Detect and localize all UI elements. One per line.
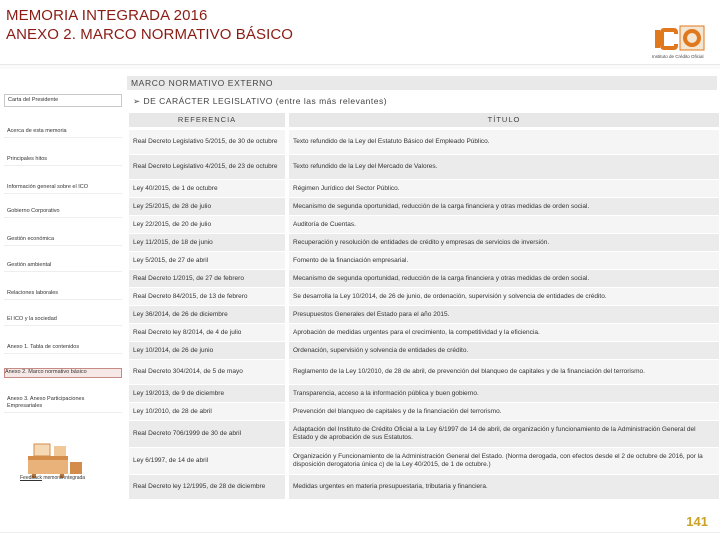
table-row: [129, 130, 719, 154]
cell-title: Régimen Jurídico del Sector Público.: [289, 180, 719, 197]
cell-title: Fomento de la financiación empresarial.: [289, 252, 719, 269]
table-row: [129, 288, 719, 305]
table-row: [129, 180, 719, 197]
desk-illustration-icon: [24, 436, 86, 478]
sidebar-item[interactable]: Gestión ambiental: [4, 260, 122, 272]
ico-logo: [652, 24, 708, 64]
logo-caption: Instituto de Crédito Oficial: [652, 54, 704, 59]
sidebar-item[interactable]: Carta del Presidente: [4, 94, 122, 107]
table-row: [129, 448, 719, 474]
header-divider: [0, 64, 720, 69]
cell-title: Mecanismo de segunda oportunidad, reducción de la carga financiera y otras medidas de orden social.: [289, 198, 719, 215]
cell-reference: Ley 11/2015, de 18 de junio: [129, 234, 285, 251]
table-row: [129, 306, 719, 323]
cell-reference: Real Decreto ley 12/1995, de 28 de diciembre: [129, 475, 285, 499]
table-row: [129, 155, 719, 179]
cell-title: Medidas urgentes en materia presupuestaria, tributaria y financiera.: [289, 475, 719, 499]
cell-reference: Ley 19/2013, de 9 de diciembre: [129, 385, 285, 402]
cell-title: Adaptación del Instituto de Crédito Oficial a la Ley 6/1997 de 14 de abril, de organización y funcionamiento de la Administración General del Estado y de aprobación de sus Estatutos.: [289, 421, 719, 447]
sidebar-item[interactable]: Principales hitos: [4, 154, 122, 166]
cell-reference: Ley 22/2015, de 20 de julio: [129, 216, 285, 233]
page-number: 141: [686, 514, 708, 529]
cell-reference: Real Decreto 706/1999 de 30 de abril: [129, 421, 285, 447]
table-row: [129, 270, 719, 287]
section-heading: MARCO NORMATIVO EXTERNO: [127, 76, 717, 90]
cell-title: Presupuestos Generales del Estado para el año 2015.: [289, 306, 719, 323]
document-title: [6, 6, 293, 44]
table-header: [129, 113, 719, 127]
title-line-2: ANEXO 2. MARCO NORMATIVO BÁSICO: [6, 26, 294, 43]
cell-reference: Real Decreto ley 8/2014, de 4 de julio: [129, 324, 285, 341]
ico-logo-icon: [652, 24, 708, 52]
cell-reference: Ley 10/2010, de 28 de abril: [129, 403, 285, 420]
cell-title: Se desarrolla la Ley 10/2014, de 26 de junio, de ordenación, supervisión y solvencia de entidades de crédito.: [289, 288, 719, 305]
table-row: [129, 216, 719, 233]
section-subheading: ➢ DE CARÁCTER LEGISLATIVO (entre las más relevantes): [133, 96, 388, 106]
sidebar-item[interactable]: Gestión económica: [4, 234, 122, 246]
table-row: [129, 475, 719, 499]
cell-reference: Ley 5/2015, de 27 de abril: [129, 252, 285, 269]
cell-reference: Ley 25/2015, de 28 de julio: [129, 198, 285, 215]
cell-title: Reglamento de la Ley 10/2010, de 28 de abril, de prevención del blanqueo de capitales y de la financiación del terrorismo.: [289, 360, 719, 384]
table-row: [129, 252, 719, 269]
table-row: [129, 403, 719, 420]
cell-reference: Real Decreto 1/2015, de 27 de febrero: [129, 270, 285, 287]
header-title: TÍTULO: [289, 113, 719, 127]
table-row: [129, 360, 719, 384]
cell-reference: Real Decreto Legislativo 4/2015, de 23 de octubre: [129, 155, 285, 179]
feedback-link-suffix: memoria integrada: [41, 475, 86, 481]
table-row: [129, 342, 719, 359]
sidebar-item[interactable]: Relaciones laborales: [4, 288, 122, 300]
sidebar-item[interactable]: Información general sobre el ICO: [4, 182, 122, 194]
sidebar-item[interactable]: Anexo 1. Tabla de contenidos: [4, 342, 122, 354]
cell-reference: Real Decreto Legislativo 5/2015, de 30 de octubre: [129, 130, 285, 154]
sidebar-item[interactable]: El ICO y la sociedad: [4, 314, 122, 326]
cell-title: Texto refundido de la Ley del Estatuto Básico del Empleado Público.: [289, 130, 719, 154]
cell-title: Recuperación y resolución de entidades de crédito y empresas de servicios de inversión.: [289, 234, 719, 251]
cell-title: Prevención del blanqueo de capitales y de la financiación del terrorismo.: [289, 403, 719, 420]
cell-title: Auditoría de Cuentas.: [289, 216, 719, 233]
feedback-link-prefix[interactable]: Feedback: [20, 475, 42, 481]
sidebar-item[interactable]: Anexo 3. Anexo Participaciones Empresariales: [4, 394, 122, 413]
page-footer-bar: [0, 532, 720, 540]
cell-title: Transparencia, acceso a la información pública y buen gobierno.: [289, 385, 719, 402]
cell-reference: Ley 36/2014, de 26 de diciembre: [129, 306, 285, 323]
cell-reference: Ley 40/2015, de 1 de octubre: [129, 180, 285, 197]
sidebar-item[interactable]: Gobierno Corporativo: [4, 206, 122, 218]
cell-reference: Ley 6/1997, de 14 de abril: [129, 448, 285, 474]
cell-reference: Real Decreto 84/2015, de 13 de febrero: [129, 288, 285, 305]
cell-title: Aprobación de medidas urgentes para el crecimiento, la competitividad y la eficiencia.: [289, 324, 719, 341]
cell-reference: Real Decreto 304/2014, de 5 de mayo: [129, 360, 285, 384]
header-reference: REFERENCIA: [129, 113, 285, 127]
cell-title: Texto refundido de la Ley del Mercado de Valores.: [289, 155, 719, 179]
feedback-link[interactable]: [20, 475, 85, 481]
table-row: [129, 421, 719, 447]
sidebar-item[interactable]: Anexo 2. Marco normativo básico: [4, 368, 122, 378]
title-line-1: MEMORIA INTEGRADA 2016: [6, 7, 208, 24]
cell-title: Mecanismo de segunda oportunidad, reducción de la carga financiera y otras medidas de orden social.: [289, 270, 719, 287]
sidebar-item[interactable]: Acerca de esta memoria: [4, 126, 122, 138]
cell-title: Organización y Funcionamiento de la Administración General del Estado. (Norma derogada, con efectos desde el 2 de octubre de 2016, por la disposición derogatoria única c) de la Ley 40/2015, de 1 de octubre.): [289, 448, 719, 474]
table-row: [129, 234, 719, 251]
table-row: [129, 198, 719, 215]
cell-title: Ordenación, supervisión y solvencia de entidades de crédito.: [289, 342, 719, 359]
table-row: [129, 324, 719, 341]
table-row: [129, 385, 719, 402]
cell-reference: Ley 10/2014, de 26 de junio: [129, 342, 285, 359]
